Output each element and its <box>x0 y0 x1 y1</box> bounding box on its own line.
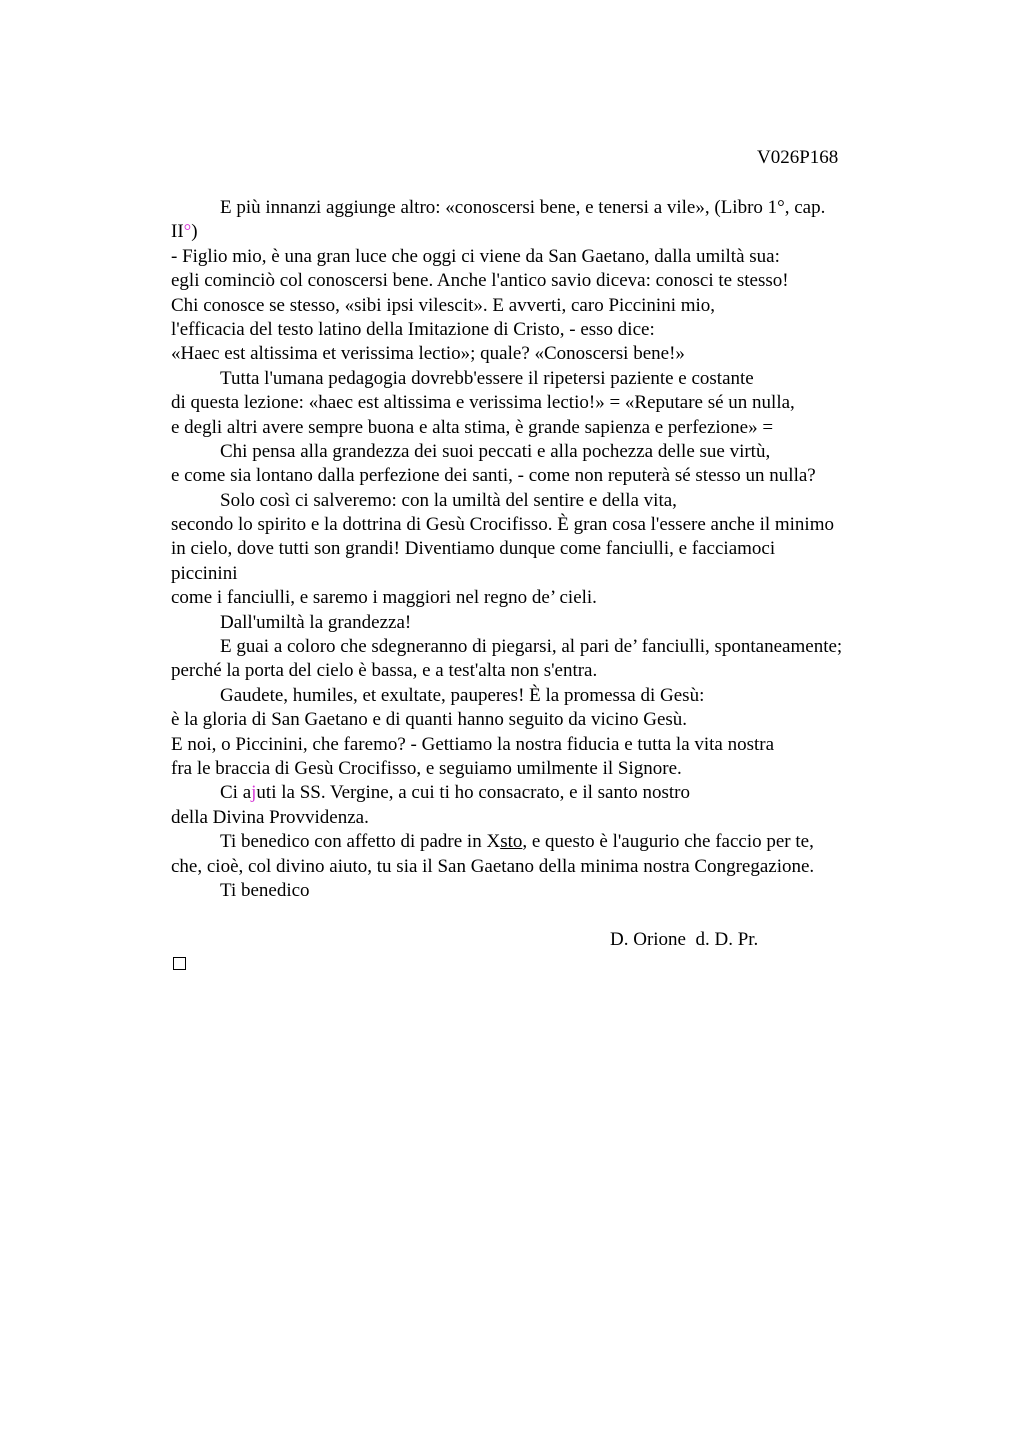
text-line: fra le braccia di Gesù Crocifisso, e seguiamo umilmente il Signore. <box>171 757 682 779</box>
text-line: in cielo, dove tutti son grandi! Diventiamo dunque come fanciulli, e facciamoci <box>171 538 776 560</box>
text-fragment: uti la SS. Vergine, a cui ti ho consacrato, e il santo nostro <box>256 782 691 804</box>
end-marker-box <box>173 957 186 970</box>
text-fragment: ) <box>191 221 198 243</box>
text-fragment: Ci a <box>220 782 252 804</box>
text-fragment: , e questo è l'augurio che faccio per te, <box>522 831 814 853</box>
text-line: secondo lo spirito e la dottrina di Gesù Crocifisso. È gran cosa l'essere anche il minimo <box>171 514 834 536</box>
text-line: - Figlio mio, è una gran luce che oggi ci viene da San Gaetano, dalla umiltà sua: <box>171 245 780 267</box>
text-line: egli cominciò col conoscersi bene. Anche l'antico savio diceva: conosci te stesso! <box>171 270 789 292</box>
text-fragment: Ti benedico con affetto di padre in X <box>220 831 501 853</box>
text-line: e degli altri avere sempre buona e alta stima, è grande sapienza e perfezione» = <box>171 416 774 438</box>
text-line: E più innanzi aggiunge altro: «conoscersi bene, e tenersi a vile», (Libro 1°, cap. <box>220 197 826 218</box>
text-line: come i fanciulli, e saremo i maggiori nel regno de’ cieli. <box>171 587 597 609</box>
page-id: V026P168 <box>757 147 839 168</box>
text-line: della Divina Provvidenza. <box>171 806 369 828</box>
text-line <box>171 830 931 854</box>
text-line: è la gloria di San Gaetano e di quanti hanno seguito da vicino Gesù. <box>171 709 688 731</box>
text-line: e come sia lontano dalla perfezione dei santi, - come non reputerà sé stesso un nulla? <box>171 465 816 487</box>
text-line: l'efficacia del testo latino della Imitazione di Cristo, - esso dice: <box>171 318 655 340</box>
text-line: perché la porta del cielo è bassa, e a test'alta non s'entra. <box>171 660 598 682</box>
text-line: E guai a coloro che sdegneranno di piegarsi, al pari de’ fanciulli, spontaneamente; <box>220 636 843 658</box>
text-line: Tutta l'umana pedagogia dovrebb'essere il ripetersi paziente e costante <box>220 367 754 389</box>
text-line: E noi, o Piccinini, che faremo? - Gettiamo la nostra fiducia e tutta la vita nostra <box>171 733 775 755</box>
signature: D. Orione d. D. Pr. <box>610 929 759 950</box>
text-line <box>171 220 931 244</box>
text-line: che, cioè, col divino aiuto, tu sia il San Gaetano della minima nostra Congregazione. <box>171 855 815 877</box>
text-line <box>171 781 931 805</box>
text-line: Gaudete, humiles, et exultate, pauperes! È la promessa di Gesù: <box>220 684 705 706</box>
text-line: «Haec est altissima et verissima lectio»; quale? «Conoscersi bene!» <box>171 343 685 365</box>
text-line: piccinini <box>171 562 238 584</box>
text-line: Ti benedico <box>220 879 310 901</box>
editorial-mark: ° <box>183 221 192 243</box>
text-line: Solo così ci salveremo: con la umiltà del sentire e della vita, <box>220 489 677 511</box>
text-line: Chi conosce se stesso, «sibi ipsi vilescit». E avverti, caro Piccinini mio, <box>171 294 716 316</box>
text-line: Dall'umiltà la grandezza! <box>220 611 412 633</box>
underlined-abbreviation: sto <box>500 831 523 853</box>
letter-body <box>171 196 931 903</box>
text-line: Chi pensa alla grandezza dei suoi peccati e alla pochezza delle sue virtù, <box>220 440 771 462</box>
editorial-mark: j <box>251 782 257 804</box>
text-fragment: II <box>171 221 184 243</box>
text-line: di questa lezione: «haec est altissima e verissima lectio!» = «Reputare sé un nulla, <box>171 392 795 414</box>
